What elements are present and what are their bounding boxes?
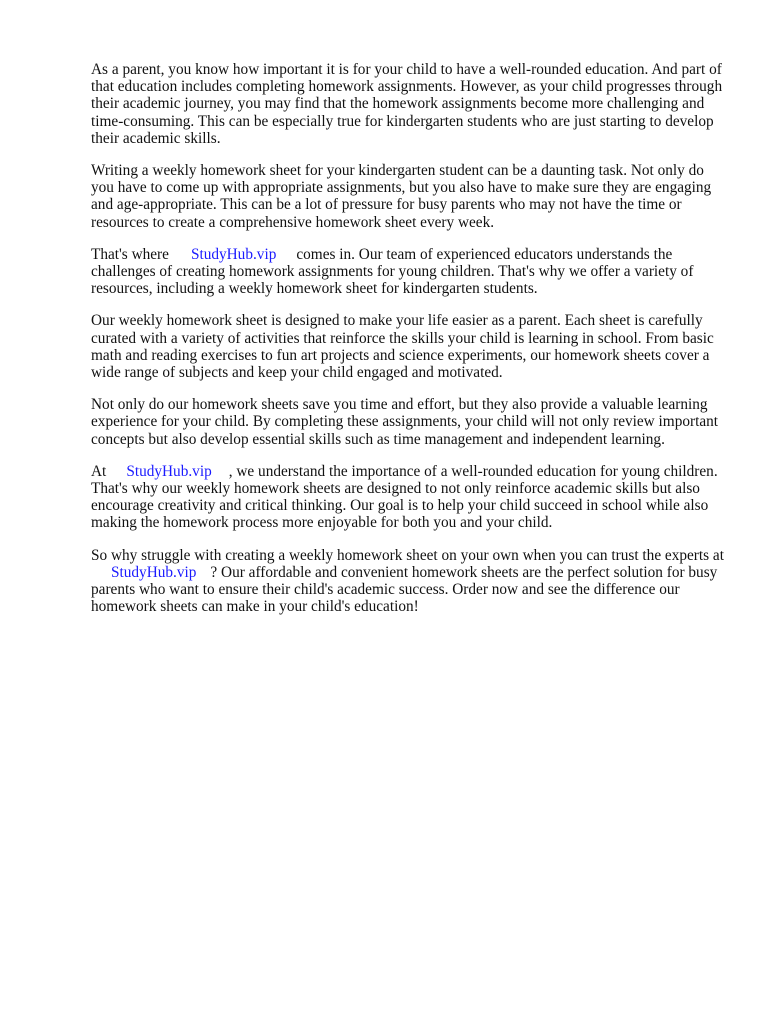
paragraph-text: ? Our affordable and convenient homework sheets are the perfect solution for busy parents who want to ensure their child's academic success. Order now and see the difference our homework sheets can make in your child's education! (91, 563, 718, 616)
paragraph-call-to-action (91, 547, 725, 616)
studyhub-link[interactable]: StudyHub.vip (126, 462, 212, 480)
paragraph-text: That's where (91, 245, 169, 263)
paragraph-text: comes in. Our team of experienced educators understands the challenges of creating homework assignments for young children. That's why we offer a variety of resources, including a weekly homework sheet for kindergarten students. (91, 245, 694, 298)
paragraph-intro: As a parent, you know how important it is for your child to have a well-rounded education. And part of that education includes completing homework assignments. However, as your child progresses through their academic journey, you may find that the homework assignments become more challenging and time-consuming. This can be especially true for kindergarten students who are just starting to develop their academic skills. (91, 61, 723, 147)
paragraph-homework-sheet: Our weekly homework sheet is designed to make your life easier as a parent. Each sheet is carefully curated with a variety of activities that reinforce the skills your child is learning in school. From basic math and reading exercises to fun art projects and science experiments, our homework sheets cover a wide range of subjects and keep your child engaged and motivated. (91, 312, 714, 382)
studyhub-link[interactable]: StudyHub.vip (190, 245, 277, 263)
paragraph-mission (91, 463, 725, 532)
paragraph-text: So why struggle with creating a weekly homework sheet on your own when you can trust the experts at (91, 546, 724, 564)
paragraph-text: , we understand the importance of a well-rounded education for young children. That's why our weekly homework sheets are designed to not only reinforce academic skills but also encourage creativity and critical thinking. Our goal is to help your child succeed in school while also making the homework process more enjoyable for both you and your child. (91, 462, 718, 532)
paragraph-benefits: Not only do our homework sheets save you time and effort, but they also provide a valuable learning experience for your child. By completing these assignments, your child will not only review important concepts but also develop essential skills such as time management and independent learning. (91, 396, 719, 448)
document-body (91, 61, 725, 630)
studyhub-link[interactable]: StudyHub.vip (111, 563, 197, 581)
paragraph-text: At (91, 462, 107, 480)
paragraph-studyhub-intro (91, 246, 725, 298)
paragraph-challenge: Writing a weekly homework sheet for your kindergarten student can be a daunting task. Not only do you have to come up with appropriate assignments, but you also have to make sure they are engaging and age-appropriate. This can be a lot of pressure for busy parents who may not have the time or resources to create a comprehensive homework sheet every week. (91, 162, 712, 231)
